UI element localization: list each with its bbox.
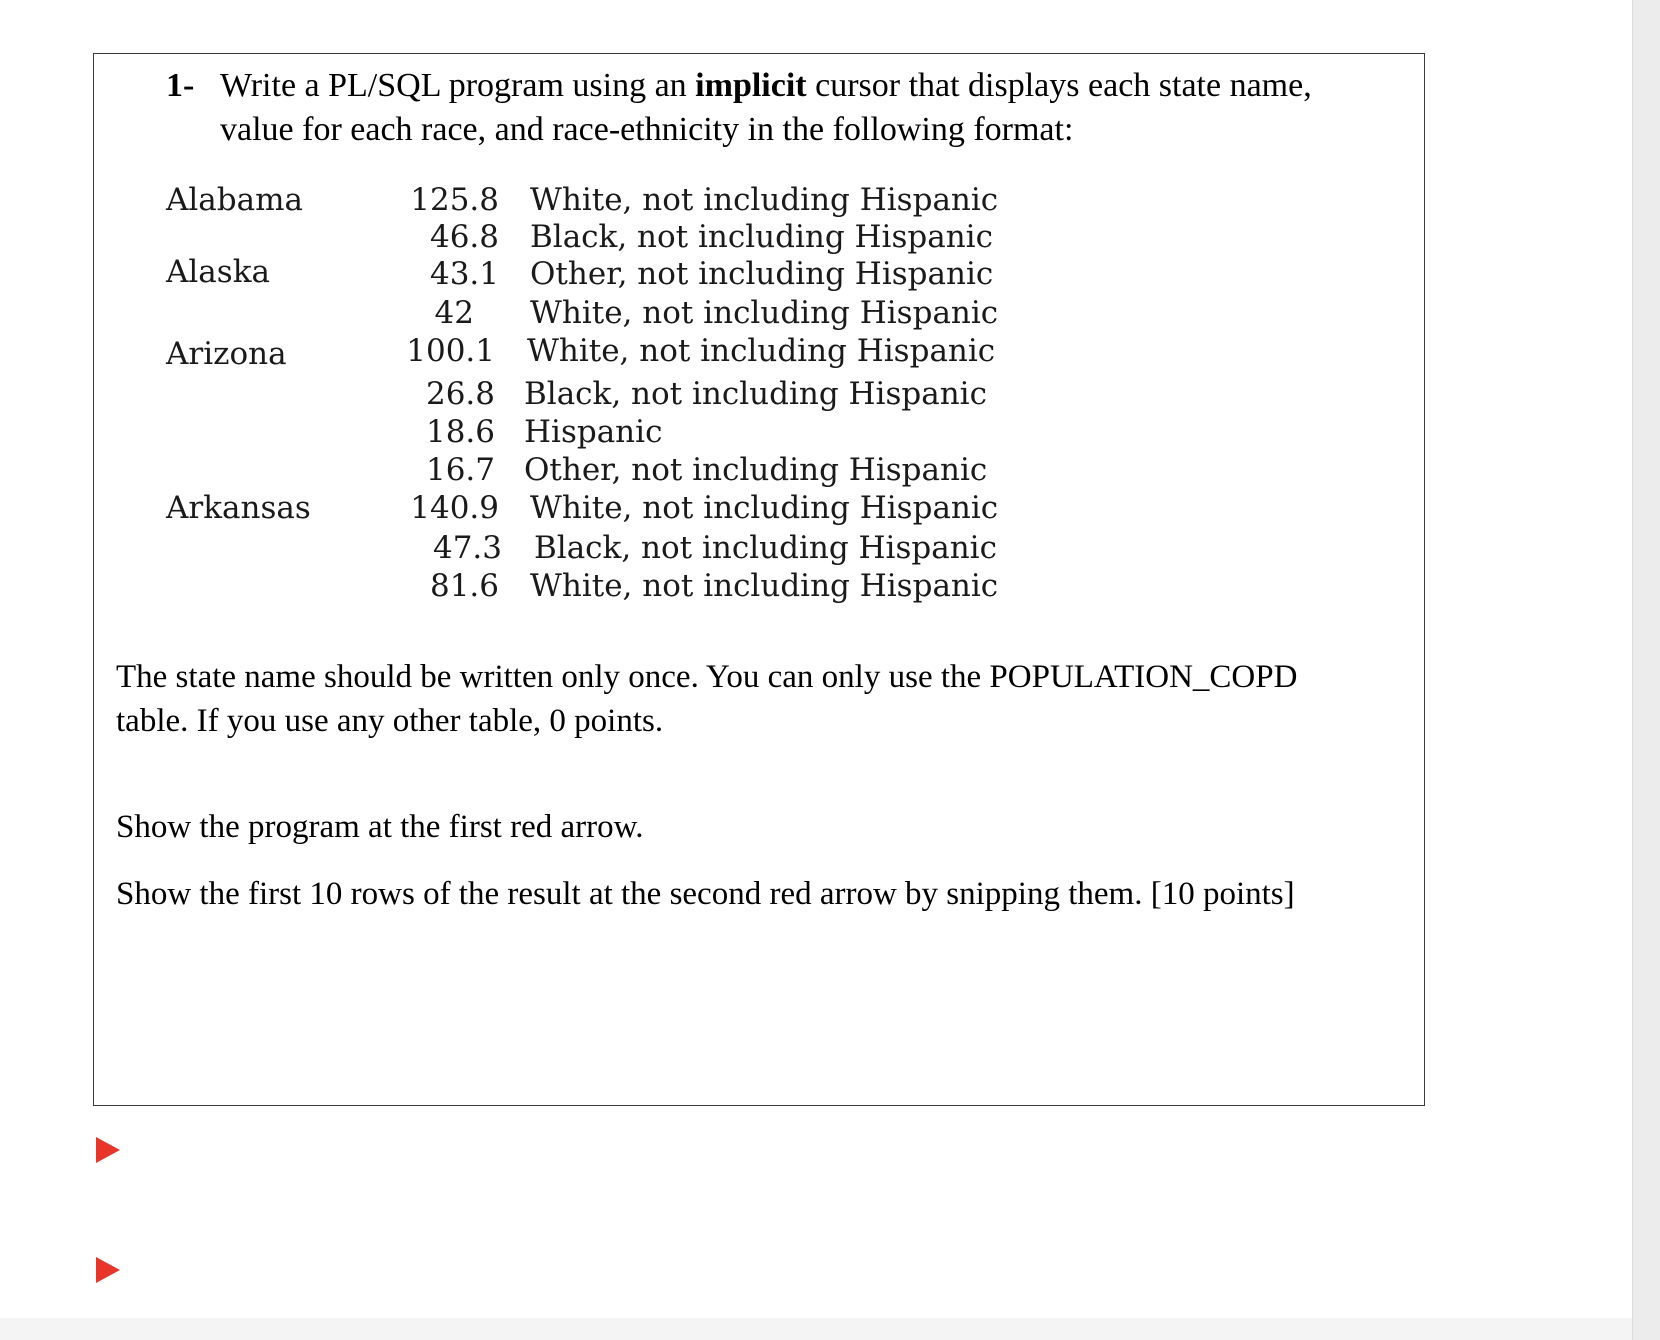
race-value: 43.1 [429,256,499,292]
page-bottom-strip [0,1318,1632,1340]
race-value: 125.8 [410,182,499,218]
race-label: White, not including Hispanic [530,568,999,604]
race-label: Black, not including Hispanic [524,376,987,412]
race-label: Other, not including Hispanic [524,452,988,488]
race-value: 18.6 [425,414,495,450]
state-name: Alaska [166,254,270,290]
question-number: 1- [166,67,195,104]
race-label: Other, not including Hispanic [530,256,994,292]
question-text-part2: cursor that displays each state name, [806,67,1312,104]
race-value: 100.1 [406,333,495,369]
race-value: 81.6 [429,568,499,604]
race-label: White, not including Hispanic [530,490,999,526]
race-label: White, not including Hispanic [530,295,999,331]
race-label: White, not including Hispanic [530,182,999,218]
state-name: Alabama [166,182,303,218]
race-value: 47.3 [432,530,502,566]
window-right-margin [1632,0,1660,1340]
instruction-line: table. If you use any other table, 0 points. [116,703,664,739]
state-name: Arizona [166,336,287,372]
question-text-part1: Write a PL/SQL program using an [220,67,696,104]
race-value: 42 [434,295,474,331]
instruction-line: Show the program at the first red arrow. [116,809,644,845]
question-text-line2: value for each race, and race-ethnicity in the following format: [220,111,1074,148]
race-label: Black, not including Hispanic [530,219,993,255]
race-value: 140.9 [410,490,499,526]
question-text [220,64,1400,152]
race-label: White, not including Hispanic [527,333,996,369]
race-value: 16.7 [425,452,495,488]
instruction-line: Show the first 10 rows of the result at the second red arrow by snipping them. [10 points] [116,876,1295,912]
race-label: Black, not including Hispanic [534,530,997,566]
instruction-line: The state name should be written only once. You can only use the POPULATION_COPD [116,659,1298,695]
question-text-bold: implicit [695,67,807,104]
state-name: Arkansas [166,490,311,526]
red-arrow-icon [96,1137,120,1163]
red-arrow-icon [96,1257,120,1283]
question-box [93,53,1425,1106]
race-value: 26.8 [425,376,495,412]
race-value: 46.8 [429,219,499,255]
race-label: Hispanic [524,414,663,450]
